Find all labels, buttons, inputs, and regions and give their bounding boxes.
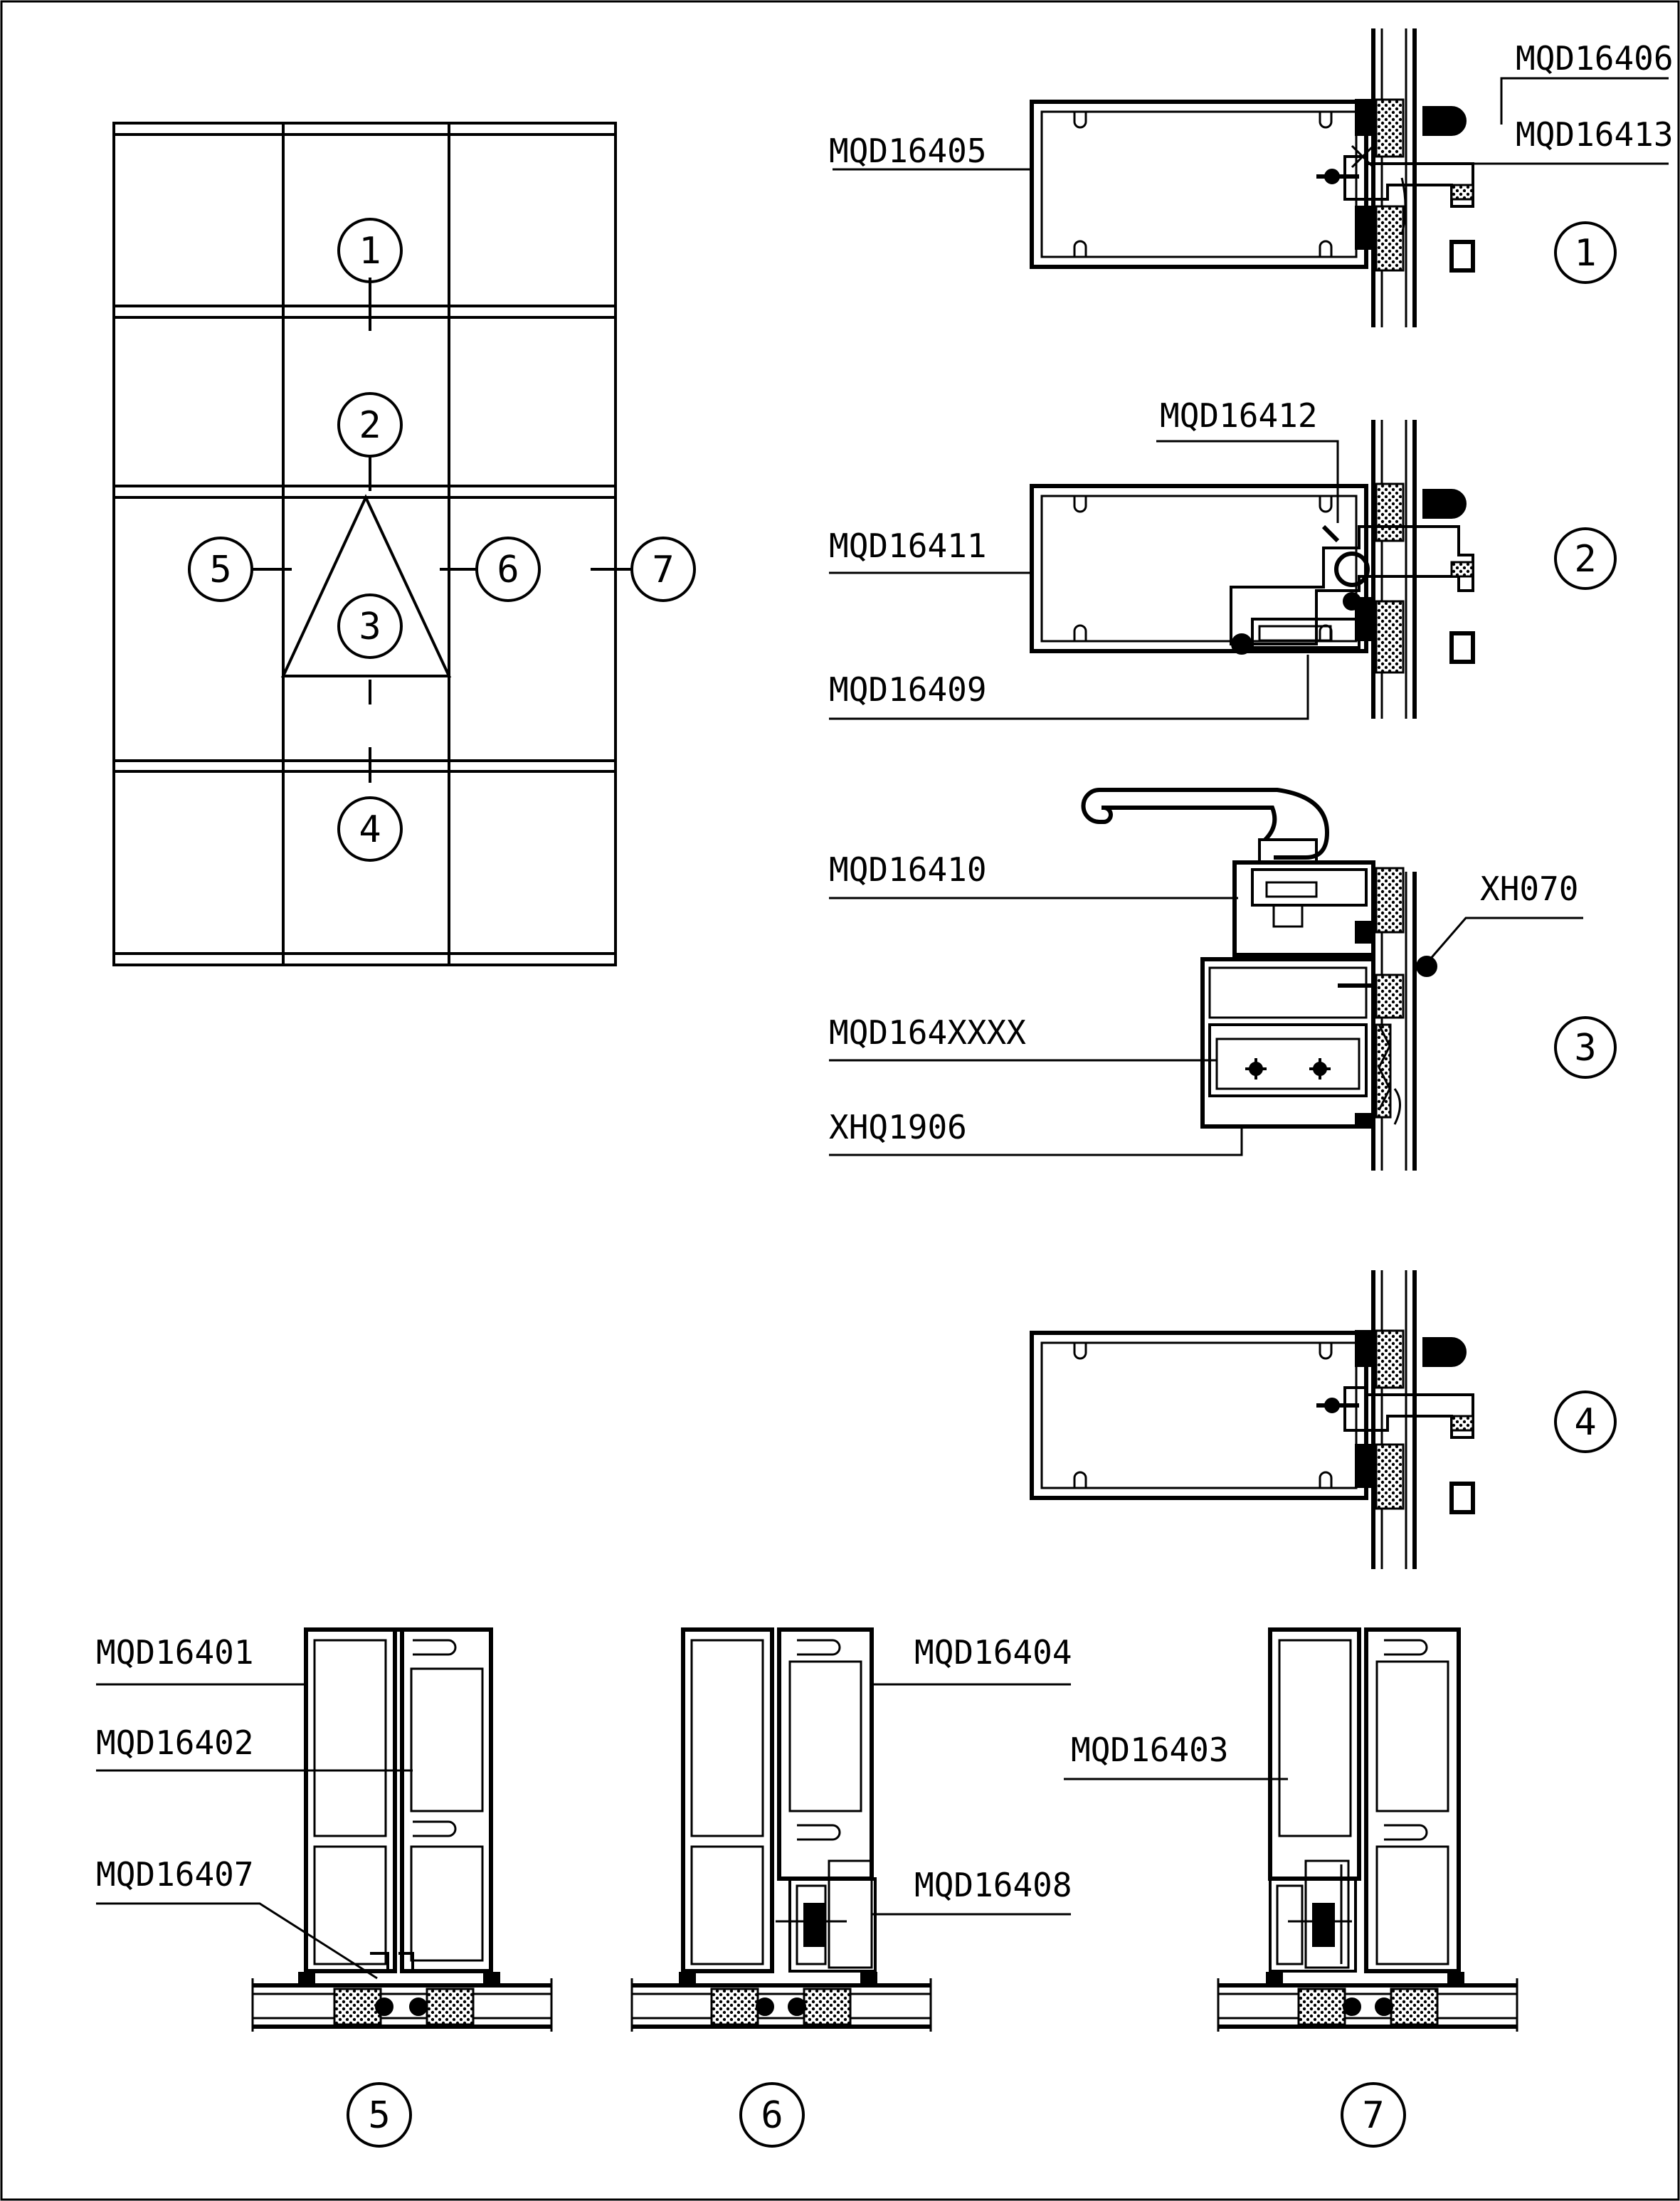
detail-2-section: [1032, 420, 1473, 719]
detail-number: 7: [1362, 2094, 1385, 2137]
detail-2-callout-1: [1156, 396, 1338, 523]
part-label: MQD16402: [96, 1724, 254, 1762]
detail-6-callout-2: [872, 1866, 1072, 1914]
detail-4-number: [1555, 1392, 1615, 1452]
detail-3-number: [1555, 1018, 1615, 1077]
detail-7-callout-1: [1064, 1731, 1288, 1779]
detail-number: 6: [761, 2094, 783, 2137]
part-label: MQD16411: [829, 527, 987, 565]
part-label: XH070: [1480, 870, 1579, 908]
marker-number: 2: [359, 404, 381, 447]
marker-number: 3: [359, 606, 381, 648]
detail-3-callout-1: [829, 850, 1238, 898]
detail-3-callout-4: [829, 1108, 1242, 1155]
detail-6-section: [632, 1630, 931, 2032]
detail-2-callout-3: [829, 655, 1308, 719]
detail-5-number: [348, 2084, 411, 2146]
marker-number: 4: [359, 808, 381, 851]
detail-2-callout-2: [829, 527, 1032, 573]
part-label: XHQ1906: [829, 1108, 967, 1146]
detail-3-callout-3: [829, 1013, 1217, 1060]
elevation-marker-3: [339, 595, 401, 658]
detail-5-callout-1: [96, 1633, 306, 1684]
detail-5-callout-3: [96, 1855, 377, 1978]
part-label: MQD16405: [829, 132, 987, 170]
part-label: MQD16404: [914, 1633, 1072, 1672]
detail-7-number: [1342, 2084, 1405, 2146]
part-label: MQD16403: [1071, 1731, 1229, 1769]
detail-1-callout-2: [1501, 39, 1674, 125]
detail-1-callout-3: [1430, 115, 1674, 164]
elevation-marker-1: [339, 219, 401, 282]
marker-number: 6: [497, 549, 519, 591]
elevation-marker-6: [477, 538, 539, 601]
part-label: MQD16413: [1516, 115, 1674, 154]
detail-6-number: [741, 2084, 803, 2146]
marker-number: 1: [359, 230, 381, 273]
part-label: MQD16410: [829, 850, 987, 889]
elevation-marker-5: [189, 538, 252, 601]
elevation-marker-7: [632, 538, 694, 601]
part-label: MQD16409: [829, 670, 987, 709]
elevation-marker-2: [339, 394, 401, 456]
detail-number: 1: [1574, 232, 1597, 275]
detail-number: 2: [1574, 538, 1597, 581]
part-label: MQD16406: [1516, 39, 1674, 78]
part-label: MQD16408: [914, 1866, 1072, 1904]
marker-number: 5: [209, 549, 232, 591]
detail-1-callout-1: [829, 132, 1032, 170]
detail-3-callout-2: [1420, 870, 1583, 971]
detail-2-number: [1555, 529, 1615, 588]
detail-number: 3: [1574, 1027, 1597, 1070]
part-label: MQD164XXXX: [829, 1013, 1026, 1052]
detail-number: 4: [1574, 1401, 1597, 1444]
detail-5-callout-2: [96, 1724, 413, 1770]
part-label: MQD16407: [96, 1855, 254, 1894]
detail-4-section: [1032, 1270, 1473, 1569]
detail-5-section: [253, 1630, 551, 2032]
detail-6-callout-1: [872, 1633, 1072, 1684]
detail-7-section: [1218, 1630, 1517, 2032]
detail-1-section: [1032, 28, 1473, 327]
detail-number: 5: [368, 2094, 391, 2137]
elevation-marker-4: [339, 798, 401, 860]
marker-number: 7: [652, 549, 675, 591]
detail-1-number: [1555, 223, 1615, 283]
part-label: MQD16412: [1160, 396, 1318, 435]
part-label: MQD16401: [96, 1633, 254, 1672]
detail-3-section: [1084, 790, 1437, 1171]
